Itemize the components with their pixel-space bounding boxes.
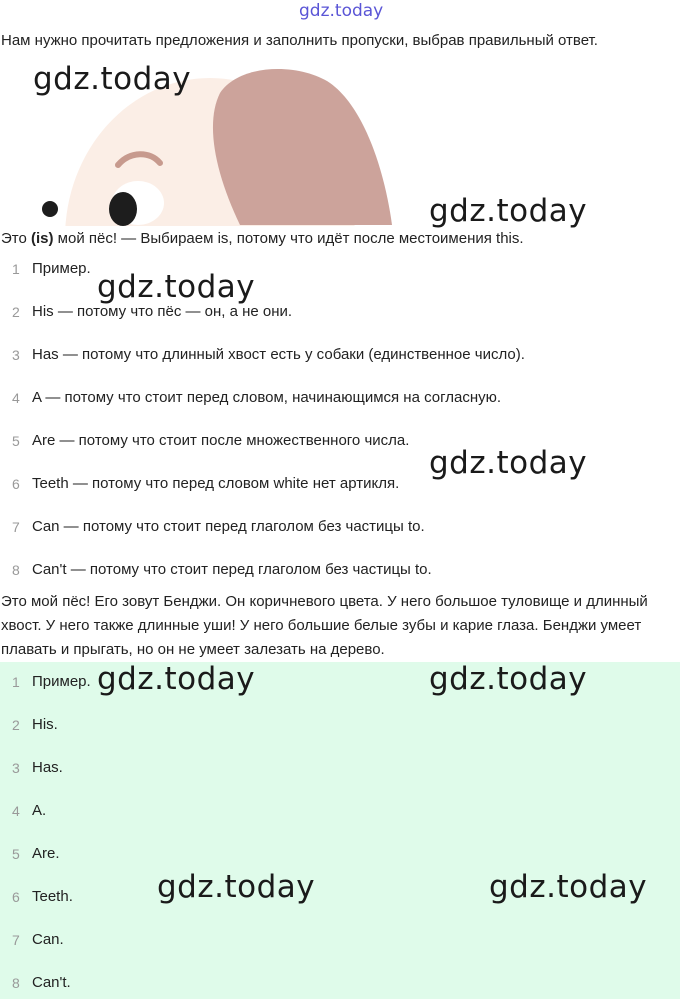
item-text: Teeth — потому что перед словом white нет артикля.: [32, 475, 400, 492]
item-number: 7: [12, 519, 20, 535]
item-number: 1: [12, 674, 20, 690]
item-number: 3: [12, 760, 20, 776]
watermark: gdz.today: [489, 869, 648, 905]
watermark: gdz.today: [97, 661, 256, 697]
watermark: gdz.today: [429, 193, 588, 229]
item-number: 4: [12, 803, 20, 819]
item-number: 5: [12, 433, 20, 449]
item-number: 1: [12, 261, 20, 277]
item-text: Can — потому что стоит перед глаголом без частицы to.: [32, 518, 425, 535]
item-text: A — потому что стоит перед словом, начинающимся на согласную.: [32, 389, 502, 406]
item-number: 8: [12, 562, 20, 578]
item-text: Can.: [32, 931, 64, 948]
dog-nose: [42, 201, 58, 217]
item-number: 4: [12, 390, 20, 406]
watermark: gdz.today: [33, 61, 192, 97]
item-number: 3: [12, 347, 20, 363]
item-text: Are — потому что стоит после множественного числа.: [32, 432, 410, 449]
story-paragraph: Это мой пёс! Его зовут Бенджи. Он коричневого цвета. У него большое туловище и длинный хвост. У него также длинные уши! У него большие белые зубы и карие глаза. Бенджи умеет плавать и прыгать, но он не умеет залезать на дерево.: [1, 593, 648, 658]
item-text: Teeth.: [32, 888, 73, 905]
watermark: gdz.today: [429, 445, 588, 481]
item-text: Пример.: [32, 673, 91, 690]
watermark: gdz.today: [97, 269, 256, 305]
item-text: Can't.: [32, 974, 71, 991]
item-text: His — потому что пёс — он, а не они.: [32, 303, 293, 320]
item-number: 2: [12, 717, 20, 733]
item-number: 6: [12, 476, 20, 492]
example-after: мой пёс! — Выбираем is, потому что идёт после местоимения this.: [53, 230, 524, 247]
item-number: 7: [12, 932, 20, 948]
site-logo[interactable]: gdz.today: [299, 1, 384, 21]
item-text: Пример.: [32, 260, 91, 277]
watermark: gdz.today: [157, 869, 316, 905]
item-text: His.: [32, 716, 58, 733]
example-answer: (is): [31, 230, 54, 247]
item-text: Can't — потому что стоит перед глаголом без частицы to.: [32, 561, 432, 578]
item-text: Are.: [32, 845, 60, 862]
item-text: A.: [32, 802, 47, 819]
item-text: Has — потому что длинный хвост есть у собаки (единственное число).: [32, 346, 525, 363]
example-line: [1, 230, 524, 248]
item-number: 2: [12, 304, 20, 320]
item-text: Has.: [32, 759, 63, 776]
dog-ear: [213, 69, 392, 225]
item-number: 6: [12, 889, 20, 905]
item-number: 5: [12, 846, 20, 862]
answers-panel: [0, 662, 680, 999]
item-number: 8: [12, 975, 20, 991]
dog-eye-pupil: [109, 192, 137, 226]
watermark: gdz.today: [429, 661, 588, 697]
intro-text: Нам нужно прочитать предложения и заполнить пропуски, выбрав правильный ответ.: [1, 32, 598, 49]
example-before: Это: [1, 230, 31, 247]
